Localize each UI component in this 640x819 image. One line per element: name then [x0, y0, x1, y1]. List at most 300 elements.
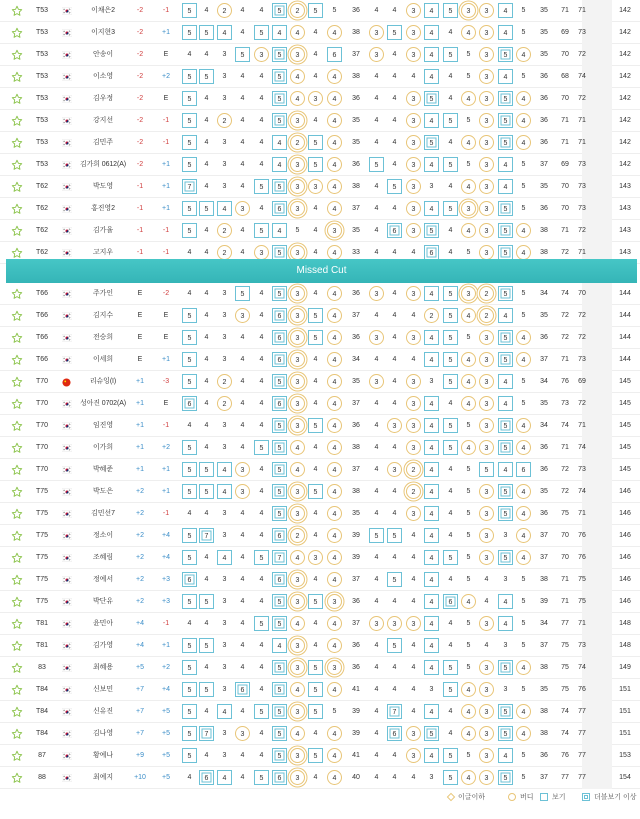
hole-score: 4 [272, 135, 287, 150]
hole-score: 4 [498, 594, 513, 609]
to-par: +1 [136, 466, 144, 473]
total-score: 144 [619, 312, 631, 319]
player-name[interactable]: 최예지 [93, 774, 113, 781]
korea-flag-icon [62, 774, 72, 782]
hole-score: 4 [374, 444, 379, 451]
hole-score: 5 [443, 352, 458, 367]
in-total: 34 [540, 378, 548, 385]
favorite-star-icon[interactable] [11, 684, 23, 696]
hole-score: 4 [392, 312, 397, 319]
hole-score: 5 [387, 638, 402, 653]
favorite-star-icon[interactable] [11, 376, 23, 388]
hole-score: 4 [374, 139, 379, 146]
round1-score: 72 [561, 249, 569, 256]
legend-item [540, 792, 566, 804]
favorite-star-icon[interactable] [11, 772, 23, 784]
hole-score: 4 [448, 139, 453, 146]
today-score: +5 [162, 708, 170, 715]
out-total: 33 [352, 249, 360, 256]
hole-score: 4 [448, 708, 453, 715]
out-total: 39 [352, 554, 360, 561]
favorite-star-icon[interactable] [11, 420, 23, 432]
hole-score: 3 [479, 135, 494, 150]
player-row [0, 657, 640, 679]
hole-score: 4 [327, 528, 342, 543]
hole-score: 4 [448, 466, 453, 473]
hole-score: 5 [254, 550, 269, 565]
hole-score: 3 [479, 157, 494, 172]
in-total: 36 [540, 752, 548, 759]
hole-score: 4 [240, 752, 245, 759]
player-name[interactable]: 정예서 [93, 576, 113, 583]
total-score: 143 [619, 227, 631, 234]
hole-score: 4 [259, 400, 264, 407]
today-score: +4 [162, 554, 170, 561]
total-score: 148 [619, 642, 631, 649]
hole-score: 6 [387, 223, 402, 238]
favorite-star-icon[interactable] [11, 5, 23, 17]
player-row [0, 22, 640, 44]
today-score: +1 [162, 161, 170, 168]
hole-score: 6 [272, 308, 287, 323]
hole-score: 5 [199, 638, 214, 653]
player-name[interactable]: 이세희 [93, 356, 113, 363]
hole-score: 6 [182, 396, 197, 411]
hole-score: 3 [308, 179, 323, 194]
hole-score: 5 [466, 51, 471, 58]
hole-score: 4 [327, 572, 342, 587]
out-total: 38 [352, 444, 360, 451]
hole-score: 4 [313, 642, 318, 649]
favorite-star-icon[interactable] [11, 247, 23, 259]
hole-score: 3 [290, 157, 305, 172]
hole-score: 4 [461, 179, 476, 194]
korea-flag-icon [62, 400, 72, 408]
to-par: +2 [136, 510, 144, 517]
hole-score: 5 [272, 113, 287, 128]
player-name[interactable]: 김가영 [93, 642, 113, 649]
favorite-star-icon[interactable] [11, 530, 23, 542]
favorite-star-icon[interactable] [11, 332, 23, 344]
round2-score: 71 [578, 620, 586, 627]
round1-score: 70 [561, 95, 569, 102]
hole-score: 4 [259, 334, 264, 341]
hole-score: 3 [290, 638, 305, 653]
hole-score: 5 [424, 726, 439, 741]
hole-score: 4 [392, 334, 397, 341]
rank: T75 [35, 598, 49, 605]
hole-score: 4 [217, 770, 232, 785]
today-score: +3 [162, 598, 170, 605]
hole-score: 4 [204, 378, 209, 385]
hole-score: 3 [235, 308, 250, 323]
player-name[interactable]: 김민선7 [91, 510, 115, 517]
hole-score: 4 [204, 752, 209, 759]
hole-score: 4 [392, 356, 397, 363]
in-total: 37 [540, 161, 548, 168]
in-total: 36 [540, 510, 548, 517]
player-name[interactable]: 황예나 [93, 752, 113, 759]
favorite-star-icon[interactable] [11, 574, 23, 586]
hole-score: 4 [313, 444, 318, 451]
favorite-star-icon[interactable] [11, 115, 23, 127]
hole-score: 3 [222, 356, 227, 363]
hole-score: 3 [308, 550, 323, 565]
hole-score: 4 [204, 664, 209, 671]
to-par: -1 [136, 205, 144, 212]
favorite-star-icon[interactable] [11, 596, 23, 608]
hole-score: 5 [466, 642, 471, 649]
hole-score: 3 [479, 704, 494, 719]
today-score: +1 [162, 356, 170, 363]
favorite-star-icon[interactable] [11, 27, 23, 39]
hole-score: 5 [272, 462, 287, 477]
legend-item [508, 792, 534, 804]
hole-score: 4 [259, 139, 264, 146]
hole-score: 3 [222, 620, 227, 627]
hole-score: 3 [406, 748, 421, 763]
today-score: E [163, 312, 169, 319]
hole-score: 4 [424, 594, 439, 609]
to-par: -1 [136, 249, 144, 256]
rank: T62 [35, 183, 49, 190]
favorite-star-icon[interactable] [11, 662, 23, 674]
hole-score: 3 [479, 726, 494, 741]
favorite-star-icon[interactable] [11, 225, 23, 237]
hole-score: 4 [313, 510, 318, 517]
hole-score: 4 [374, 400, 379, 407]
favorite-star-icon[interactable] [11, 181, 23, 193]
hole-score: 5 [466, 554, 471, 561]
hole-score: 4 [217, 462, 232, 477]
in-total: 37 [540, 774, 548, 781]
total-score: 154 [619, 774, 631, 781]
player-name[interactable]: 전승희 [93, 334, 113, 341]
hole-score: 4 [411, 642, 416, 649]
hole-score: 4 [411, 532, 416, 539]
round1-score: 71 [561, 356, 569, 363]
today-score: +1 [162, 183, 170, 190]
player-row [0, 613, 640, 635]
player-name[interactable]: 홍진영2 [91, 205, 115, 212]
in-total: 35 [540, 312, 548, 319]
player-name[interactable]: 김지수 [93, 312, 113, 319]
hole-score: 5 [466, 664, 471, 671]
hole-score: 4 [374, 249, 379, 256]
hole-score: 4 [259, 488, 264, 495]
hole-score: 4 [374, 488, 379, 495]
hole-score: 5 [387, 572, 402, 587]
hole-score: 5 [387, 528, 402, 543]
korea-flag-icon [62, 356, 72, 364]
hole-score: 2 [290, 135, 305, 150]
korea-flag-icon [62, 183, 72, 191]
player-name[interactable]: 이소영 [93, 73, 113, 80]
hole-score: 4 [424, 704, 439, 719]
hole-score: 4 [313, 576, 318, 583]
hole-score: 4 [204, 444, 209, 451]
hole-score: 5 [235, 286, 250, 301]
hole-score: 3 [406, 396, 421, 411]
player-name[interactable]: 최혜용 [93, 664, 113, 671]
player-name[interactable]: 성아진 0702(A) [79, 400, 127, 407]
hole-score: 5 [272, 748, 287, 763]
hole-score: 5 [498, 286, 513, 301]
hole-score: 4 [240, 642, 245, 649]
player-name[interactable]: 김가희 0612(A) [79, 161, 127, 168]
hole-score: 4 [327, 726, 342, 741]
player-name[interactable]: 강지선 [93, 117, 113, 124]
hole-score: 4 [259, 205, 264, 212]
hole-score: 4 [411, 708, 416, 715]
eagle-diamond-icon [447, 793, 455, 801]
favorite-star-icon[interactable] [11, 706, 23, 718]
hole-score: 4 [374, 73, 379, 80]
player-name[interactable]: 김우정 [93, 95, 113, 102]
korea-flag-icon [62, 29, 72, 37]
favorite-star-icon[interactable] [11, 310, 23, 322]
favorite-star-icon[interactable] [11, 442, 23, 454]
hole-score: 4 [259, 752, 264, 759]
to-par: -2 [136, 161, 144, 168]
hole-score: 6 [272, 572, 287, 587]
hole-score: 4 [240, 73, 245, 80]
to-par: -2 [136, 95, 144, 102]
player-name[interactable]: 박혜준 [93, 466, 113, 473]
korea-flag-icon [62, 334, 72, 342]
player-name[interactable]: 이채은2 [91, 7, 115, 14]
hole-score: 5 [272, 594, 287, 609]
hole-score: 3 [429, 686, 434, 693]
favorite-star-icon[interactable] [11, 71, 23, 83]
hole-score: 3 [222, 532, 227, 539]
hole-score: 3 [479, 418, 494, 433]
hole-score: 5 [182, 157, 197, 172]
hole-score: 5 [272, 704, 287, 719]
hole-score: 4 [374, 598, 379, 605]
hole-score: 5 [521, 642, 526, 649]
hole-score: 3 [222, 161, 227, 168]
round2-score: 72 [578, 95, 586, 102]
favorite-star-icon[interactable] [11, 49, 23, 61]
hole-score: 5 [443, 47, 458, 62]
in-total: 34 [540, 290, 548, 297]
hole-score: 5 [498, 113, 513, 128]
total-score: 142 [619, 139, 631, 146]
hole-score: 5 [498, 660, 513, 675]
hole-score: 4 [374, 774, 379, 781]
player-row [0, 591, 640, 613]
hole-score: 4 [272, 638, 287, 653]
favorite-star-icon[interactable] [11, 159, 23, 171]
hole-score: 4 [392, 488, 397, 495]
hole-score: 4 [327, 179, 342, 194]
player-name[interactable]: 신유진 [93, 708, 113, 715]
hole-score: 5 [498, 418, 513, 433]
hole-score: 3 [479, 682, 494, 697]
hole-score: 6 [272, 201, 287, 216]
hole-score: 4 [411, 554, 416, 561]
hole-score: 4 [374, 117, 379, 124]
out-total: 38 [352, 29, 360, 36]
player-row [0, 44, 640, 66]
player-name[interactable]: 이가희 [93, 444, 113, 451]
hole-score: 4 [313, 730, 318, 737]
hole-score: 3 [290, 113, 305, 128]
favorite-star-icon[interactable] [11, 552, 23, 564]
player-name[interactable]: 정소이 [93, 532, 113, 539]
favorite-star-icon[interactable] [11, 288, 23, 300]
player-name[interactable]: 안송이 [93, 51, 113, 58]
favorite-star-icon[interactable] [11, 640, 23, 652]
hole-score: 3 [406, 616, 421, 631]
hole-score: 3 [290, 506, 305, 521]
korea-flag-icon [62, 510, 72, 518]
hole-score: 4 [290, 462, 305, 477]
hole-score: 4 [392, 51, 397, 58]
hole-score: 4 [259, 576, 264, 583]
hole-score: 3 [222, 334, 227, 341]
favorite-star-icon[interactable] [11, 618, 23, 630]
hole-score: 5 [466, 752, 471, 759]
hole-score: 4 [327, 201, 342, 216]
hole-score: 4 [240, 227, 245, 234]
player-name[interactable]: 박단유 [93, 598, 113, 605]
hole-score: 4 [240, 576, 245, 583]
player-name[interactable]: 주가인 [93, 290, 113, 297]
today-score: E [163, 400, 169, 407]
hole-score: 3 [290, 748, 305, 763]
favorite-star-icon[interactable] [11, 354, 23, 366]
player-name[interactable]: 김나영 [93, 730, 113, 737]
round2-score: 73 [578, 161, 586, 168]
hole-score: 4 [259, 598, 264, 605]
legend-label: 더블보기 이상 [594, 794, 637, 801]
favorite-star-icon[interactable] [11, 93, 23, 105]
out-total: 36 [352, 334, 360, 341]
favorite-star-icon[interactable] [11, 486, 23, 498]
hole-score: 5 [498, 770, 513, 785]
hole-score: 3 [479, 770, 494, 785]
favorite-star-icon[interactable] [11, 464, 23, 476]
hole-score: 2 [406, 484, 421, 499]
hole-score: 2 [424, 308, 439, 323]
total-score: 146 [619, 598, 631, 605]
player-name[interactable]: 임진영 [93, 422, 113, 429]
in-total: 36 [540, 444, 548, 451]
hole-score: 4 [392, 510, 397, 517]
out-total: 34 [352, 356, 360, 363]
player-name[interactable]: 김민주 [93, 139, 113, 146]
hole-score: 5 [272, 418, 287, 433]
to-par: +5 [136, 664, 144, 671]
favorite-star-icon[interactable] [11, 508, 23, 520]
korea-flag-icon [62, 73, 72, 81]
hole-score: 4 [516, 91, 531, 106]
favorite-star-icon[interactable] [11, 203, 23, 215]
favorite-star-icon[interactable] [11, 750, 23, 762]
korea-flag-icon [62, 95, 72, 103]
hole-score: 4 [424, 748, 439, 763]
in-total: 38 [540, 249, 548, 256]
to-par: -2 [136, 51, 144, 58]
hole-score: 3 [479, 179, 494, 194]
player-name[interactable]: 조혜림 [93, 554, 113, 561]
favorite-star-icon[interactable] [11, 728, 23, 740]
out-total: 37 [352, 205, 360, 212]
rank: T66 [35, 290, 49, 297]
hole-score: 4 [204, 249, 209, 256]
rank: T62 [35, 227, 49, 234]
to-par: -2 [136, 139, 144, 146]
rank: T53 [35, 161, 49, 168]
hole-score: 5 [254, 25, 269, 40]
hole-score: 5 [521, 576, 526, 583]
hole-score: 3 [479, 440, 494, 455]
player-name[interactable]: 리슈잉(I) [89, 378, 117, 385]
player-row [0, 66, 640, 88]
legend-label: 보기 [552, 794, 566, 801]
player-name[interactable]: 윤민아 [93, 620, 113, 627]
player-name[interactable]: 박도은 [93, 488, 113, 495]
hole-score: 3 [479, 330, 494, 345]
to-par: -1 [136, 227, 144, 234]
to-par: +9 [136, 752, 144, 759]
round2-score: 76 [578, 686, 586, 693]
hole-score: 4 [516, 418, 531, 433]
favorite-star-icon[interactable] [11, 137, 23, 149]
hole-score: 4 [204, 554, 209, 561]
player-name[interactable]: 이지현3 [91, 29, 115, 36]
hole-score: 5 [308, 748, 323, 763]
out-total: 38 [352, 488, 360, 495]
in-total: 35 [540, 51, 548, 58]
hole-score: 4 [327, 506, 342, 521]
to-par: -2 [136, 117, 144, 124]
favorite-star-icon[interactable] [11, 398, 23, 410]
in-total: 39 [540, 598, 548, 605]
today-score: +2 [162, 664, 170, 671]
to-par: +2 [136, 598, 144, 605]
total-score: 146 [619, 576, 631, 583]
player-name[interactable]: 고지우 [93, 249, 113, 256]
hole-score: 5 [308, 3, 323, 18]
hole-score: 5 [498, 352, 513, 367]
hole-score: 5 [199, 484, 214, 499]
hole-score: 4 [424, 528, 439, 543]
hole-score: 5 [466, 334, 471, 341]
hole-score: 3 [290, 245, 305, 260]
player-name[interactable]: 박도영 [93, 183, 113, 190]
hole-score: 4 [204, 400, 209, 407]
hole-score: 4 [448, 620, 453, 627]
player-name[interactable]: 신보민 [93, 686, 113, 693]
hole-score: 5 [199, 201, 214, 216]
hole-score: 3 [406, 286, 421, 301]
korea-flag-icon [62, 730, 72, 738]
in-total: 36 [540, 139, 548, 146]
hole-score: 4 [187, 290, 192, 297]
hole-score: 5 [466, 532, 471, 539]
rank: T70 [35, 400, 49, 407]
round2-score: 77 [578, 730, 586, 737]
hole-score: 4 [424, 418, 439, 433]
hole-score: 4 [187, 51, 192, 58]
hole-score: 4 [240, 708, 245, 715]
hole-score: 4 [498, 374, 513, 389]
hole-score: 4 [374, 466, 379, 473]
player-name[interactable]: 김가율 [93, 227, 113, 234]
